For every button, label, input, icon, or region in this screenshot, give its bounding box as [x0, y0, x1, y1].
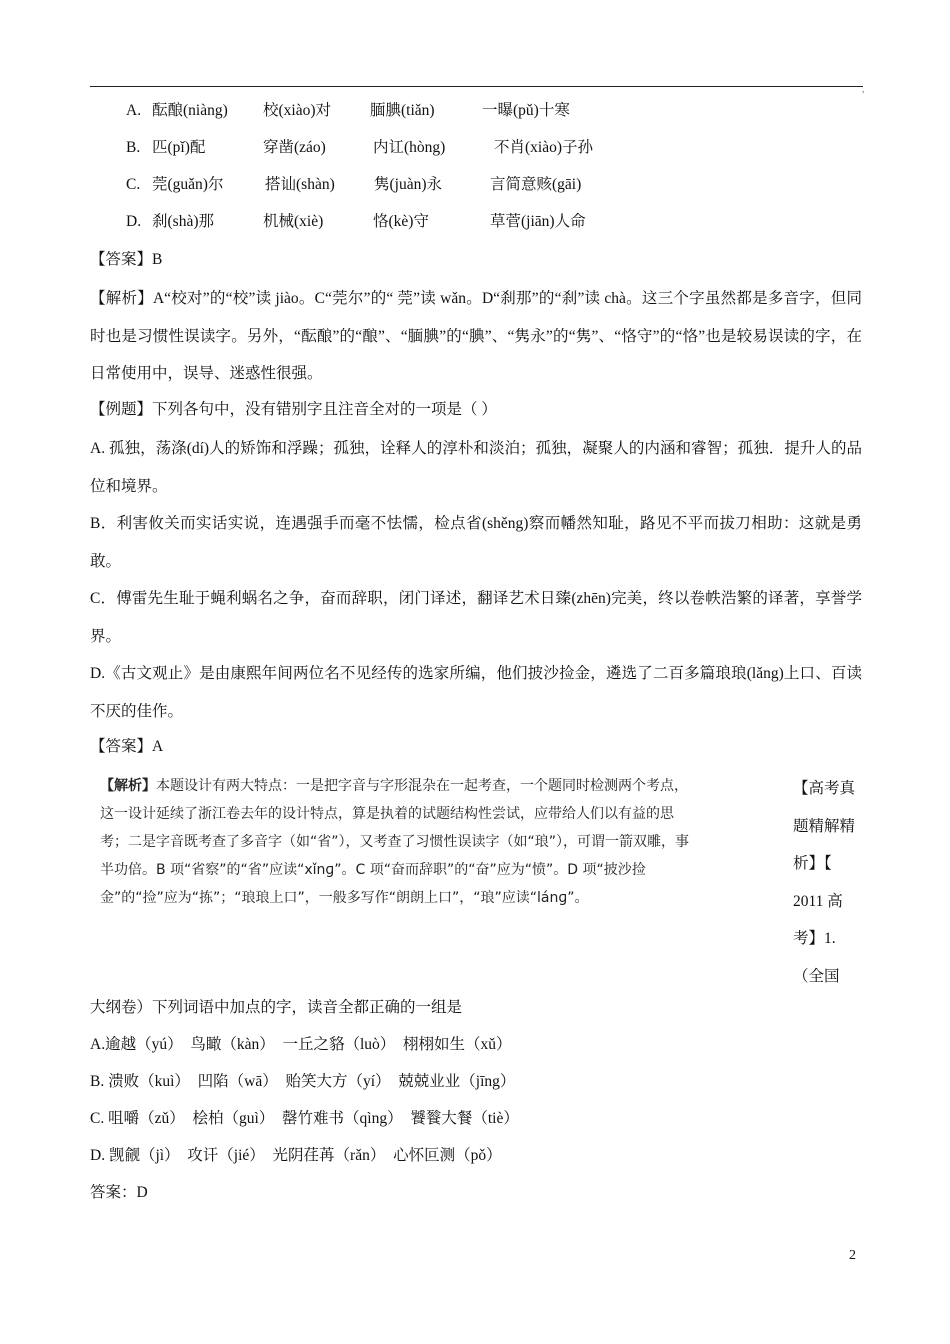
option-label: D.	[126, 213, 142, 230]
example-option-a: A. 孤独，荡涤(dí)人的矫饰和浮躁；孤独，诠释人的淳朴和淡泊；孤独，凝聚人的内涵和睿智；孤独．提升人的品位和境界。	[90, 440, 862, 495]
option-item: 言简意赅(gāi)	[490, 176, 582, 193]
side-note: 【高考真题精解精析】【 2011 高考】1.（全国	[793, 780, 856, 985]
option-item: 校(xiào)对	[263, 102, 332, 119]
option-item: 穿凿(záo)	[263, 139, 326, 156]
analysis-label: 【解析】	[100, 778, 156, 794]
header-rule	[90, 86, 863, 87]
header-rule-mark: ,	[862, 84, 865, 94]
option-item: 莞(guǎn)尔	[152, 176, 224, 193]
option-item: 一曝(pǔ)十寒	[482, 102, 570, 119]
q2-option-c: C. 咀嚼（zǔ） 桧柏（guì） 罄竹难书（qìng） 饕餮大餐（tiè）	[90, 1110, 519, 1127]
option-label: C.	[126, 176, 141, 193]
option-label: A.	[126, 102, 142, 119]
option-item: 酝酿(niàng)	[152, 102, 228, 119]
example-option-b: B．利害攸关而实话实说，连遇强手而毫不怯懦，检点省(shěng)察而幡然知耻，路见不平而拔刀相助：这就是勇敢。	[90, 515, 862, 570]
example-answer: 【答案】A	[90, 738, 164, 755]
option-item: 机械(xiè)	[263, 213, 324, 230]
option-item: 刹(shà)那	[152, 213, 214, 230]
option-item: 搭讪(shàn)	[265, 176, 335, 193]
q2-stem: 大纲卷）下列词语中加点的字，读音全都正确的一组是	[90, 999, 463, 1016]
q2-option-d: D. 觊觎（jì） 攻讦（jié） 光阴荏苒（rǎn） 心怀叵测（pǒ）	[90, 1147, 502, 1164]
q2-answer: 答案：D	[90, 1184, 148, 1201]
option-item: 腼腆(tiǎn)	[370, 102, 435, 119]
analysis-1: 【解析】A“校对”的“校”读 jiào。C“莞尔”的“ 莞”读 wǎn。D“刹那”的“刹”读 chà。这三个字虽然都是多音字，但同时也是习惯性误读字。另外，“酝酿”的“酿”、“腼腆”的“腆”、“隽永”的“隽”、“恪守”的“恪”也是较易误读的字，在日常使用中，误导、迷惑性很强。	[90, 290, 862, 382]
option-item: 匹(pǐ)配	[152, 139, 206, 156]
option-item: 隽(juàn)永	[374, 176, 443, 193]
option-item: 草菅(jiān)人命	[490, 213, 586, 230]
q2-option-b: B. 溃败（kuì） 凹陷（wā） 贻笑大方（yí） 兢兢业业（jīng）	[90, 1073, 516, 1090]
option-item: 内讧(hòng)	[373, 139, 446, 156]
example-option-d: D.《古文观止》是由康熙年间两位名不见经传的选家所编，他们披沙捡金，遴选了二百多篇琅琅(lǎng)上口、百读不厌的佳作。	[90, 665, 862, 720]
answer-1: 【答案】B	[90, 251, 163, 268]
analysis-body: 本题设计有两大特点：一是把字音与字形混杂在一起考查，一个题同时检测两个考点，这一设计延续了浙江卷去年的设计特点，算是执着的试题结构性尝试，应带给人们以有益的思考；二是字音既考查了多音字（如“省”），又考查了习惯性误读字（如“琅”），可谓一箭双雕，事半功倍。B 项“省察”的“省”应读“xǐnɡ”。C 项“奋而辞职”的“奋”应为“愤”。D 项“披沙捡金”的“捡”应为“拣”；“琅琅上口”，一般多写作“朗朗上口”，“琅”应读“lánɡ”。	[100, 778, 690, 906]
example-analysis-image	[100, 772, 700, 912]
option-item: 不肖(xiào)子孙	[494, 139, 594, 156]
option-label: B.	[126, 139, 141, 156]
example-stem: 【例题】下列各句中，没有错别字且注音全对的一项是（ ）	[90, 401, 497, 418]
q2-option-a: A.逾越（yú） 鸟瞰（kàn） 一丘之貉（luò） 栩栩如生（xǔ）	[90, 1036, 512, 1053]
example-option-c: C．傅雷先生耻于蝇利蜗名之争，奋而辞职，闭门译述，翻译艺术日臻(zhēn)完美，终以卷帙浩繁的译著，享誉学界。	[90, 590, 862, 645]
option-item: 恪(kè)守	[373, 213, 429, 230]
page-number: 2	[849, 1248, 856, 1263]
